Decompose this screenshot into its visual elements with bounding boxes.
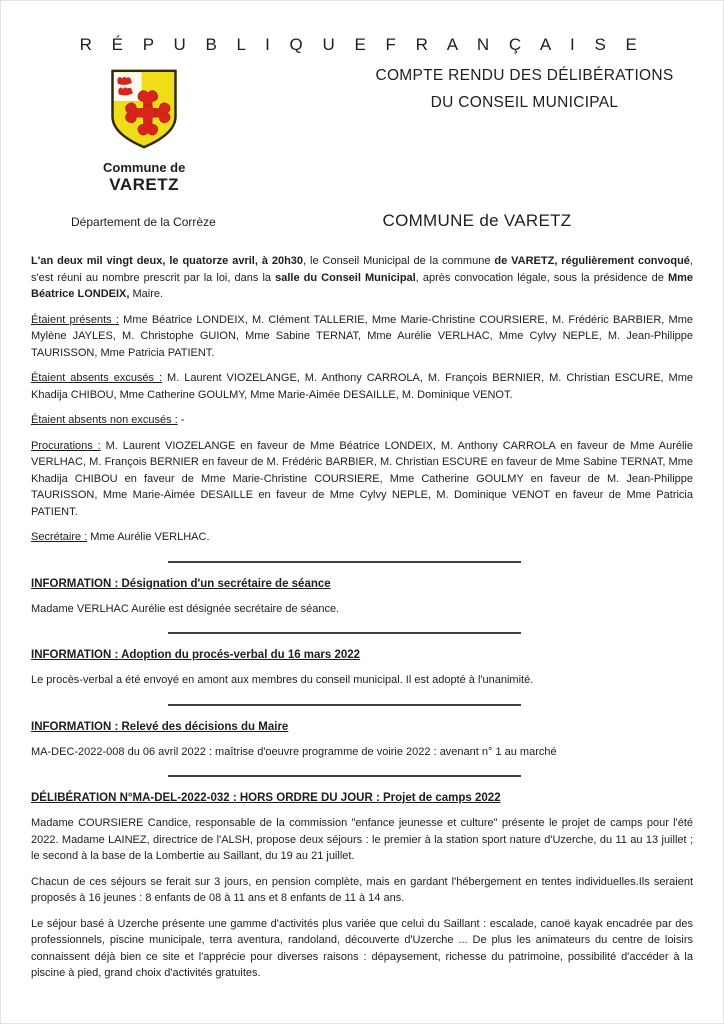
section-paragraph: Le procès-verbal a été envoyé en amont aux membres du conseil municipal. Il est adopté à l'unanimité. xyxy=(31,674,534,686)
section-separator xyxy=(168,561,521,563)
document-body xyxy=(31,253,693,982)
document-header xyxy=(31,67,693,195)
commune-label: Commune de xyxy=(103,160,186,175)
secretary-paragraph: Secrétaire : Mme Aurélie VERLHAC. xyxy=(31,531,210,543)
absent-not-excused-paragraph: Étaient absents non excusés : - xyxy=(31,414,185,426)
department-row xyxy=(31,211,693,231)
section-deliberation-camps xyxy=(31,792,693,982)
absent-excused-paragraph: Étaient absents excusés : M. Laurent VIOZELANGE, M. Anthony CARROLA, M. François BERNIER, M. Christian ESCURE, Mme Khadija CHIBOU, Mme Catherine GOULMY, Mme Marie-Aimée DESAILLE, M. Dominique VENOT. xyxy=(31,372,693,401)
section-releve-decisions xyxy=(31,721,693,761)
department-block xyxy=(31,213,216,231)
section-separator xyxy=(168,704,521,706)
section-separator xyxy=(168,775,521,777)
section-paragraph: Madame VERLHAC Aurélie est désignée secrétaire de séance. xyxy=(31,602,340,615)
section-heading: DÉLIBÉRATION N°MA-DEL-2022-032 : HORS ORDRE DU JOUR : Projet de camps 2022 xyxy=(31,792,501,804)
section-separator xyxy=(168,632,521,634)
section-paragraph: Le séjour basé à Uzerche présente une gamme d'activités plus variée que celui du Saillant : escalade, canoë kayak encadrée par des professionnels, piscine municipale, terra aventura, randoland, découverte d'Uzerche ... De plus les animateurs du centre de loisirs connaissent déjà bien ce site et l'apprécie pour diverses raisons : dépaysement, richesse du patrimoine, possibilité d'accéder à la piscine à pied, grand choix d'activités gratuites. xyxy=(31,917,693,979)
republic-title: R É P U B L I Q U E F R A N Ç A I S E xyxy=(79,35,645,54)
section-adoption-proces-verbal xyxy=(31,649,693,689)
department-label: Département de la Corrèze xyxy=(71,215,216,229)
commune-emblem xyxy=(103,67,185,195)
document-title-line2: DU CONSEIL MUNICIPAL xyxy=(430,94,619,111)
section-heading: INFORMATION : Relevé des décisions du Maire xyxy=(31,720,289,733)
section-paragraph: MA-DEC-2022-008 du 06 avril 2022 : maîtrise d'oeuvre programme de voirie 2022 : avenant n° 1 au marché xyxy=(31,745,557,758)
commune-name: VARETZ xyxy=(109,175,180,194)
section-heading: INFORMATION : Désignation d'un secrétaire de séance xyxy=(31,577,331,590)
opening-paragraph: L'an deux mil vingt deux, le quatorze avril, à 20h30, le Conseil Municipal de la commune de VARETZ, régulièrement convoqué, s'est réuni au nombre prescrit par la loi, dans la salle du Conseil Municipal, après convocation légale, sous la présidence de Mme Béatrice LONDEIX, Maire. xyxy=(31,255,694,300)
document-title-line1: COMPTE RENDU DES DÉLIBÉRATIONS xyxy=(375,67,674,84)
document-title-block xyxy=(201,67,693,112)
present-paragraph: Étaient présents : Mme Béatrice LONDEIX, M. Clément TALLERIE, Mme Marie-Christine COURSIERE, M. Frédéric BARBIER, Mme Mylène JAYLES, M. Christophe GUION, Mme Sabine TERNAT, Mme Aurélie VERLHAC, Mme Cylvy NEPLE, M. Jean-Philippe TAURISSON, Mme Patricia PATIENT. xyxy=(31,313,694,359)
commune-emblem-block xyxy=(31,67,201,195)
section-paragraph: Madame COURSIERE Candice, responsable de la commission "enfance jeunesse et culture" présente le projet de camps pour l'été 2022. Madame LAINEZ, directrice de l'ALSH, propose deux séjours : le premier à la station sport nature d'Uzerche, du 11 au 13 juillet ; le second à la base de la Lombertie au Saillant, du 19 au 21 juillet. xyxy=(31,817,693,862)
commune-line-block xyxy=(201,211,693,231)
proxies-paragraph: Procurations : M. Laurent VIOZELANGE en faveur de Mme Béatrice LONDEIX, M. Anthony CARROLA en faveur de Mme Aurélie VERLHAC, M. François BERNIER en faveur de M. Frédéric BARBIER, M. Christian ESCURE en faveur de Mme Sabine TERNAT, Mme Khadija CHIBOU en faveur de Mme Marie-Christine COURSIERE, Mme Catherine GOULMY en faveur de M. Jean-Philippe TAURISSON, Mme Marie-Aimée DESAILLE en faveur de Mme Cylvy NEPLE, M. Dominique VENOT en faveur de Mme Patricia PATIENT. xyxy=(31,439,693,518)
section-heading: INFORMATION : Adoption du procés-verbal du 16 mars 2022 xyxy=(31,649,361,661)
section-designation-secretaire xyxy=(31,578,693,618)
commune-line: COMMUNE de VARETZ xyxy=(382,211,572,230)
varetz-coat-of-arms-icon xyxy=(105,67,183,151)
section-paragraph: Chacun de ces séjours se ferait sur 3 jours, en pension complète, mais en gardant l'hébergement en tentes individuelles.Ils seraient proposés à 16 jeunes : 8 enfants de 08 à 11 ans et 8 enfants de 11 à 14 ans. xyxy=(31,875,693,904)
